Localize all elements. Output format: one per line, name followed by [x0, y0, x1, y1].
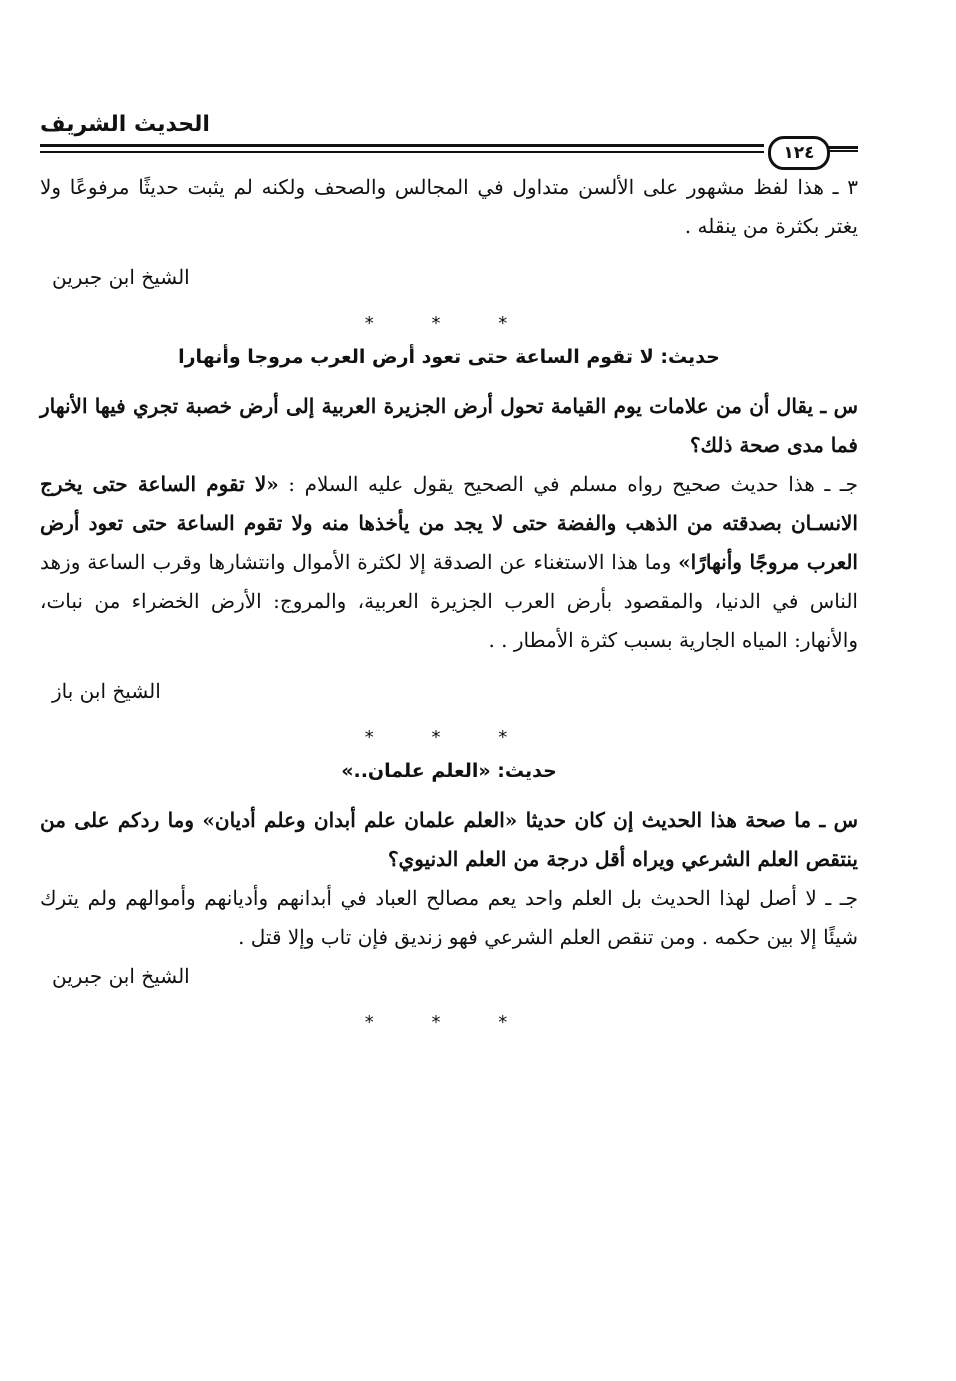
answer-intro: جـ ـ هذا حديث صحيح رواه مسلم في الصحيح يقول عليه السلام : — [278, 472, 859, 496]
answer-rest: وما هذا الاستغناء عن الصدقة إلا لكثرة الأموال وانتشارها وقرب الساعة وزهد الناس في الدنيا، والمقصود بأرض العرب الجزيرة العربية، والمروج: الأرض الخضراء من نبات، والأنهار: المياه الجارية بسبب كثرة الأمطار . . — [40, 550, 858, 652]
author-2: الشيخ ابن باز — [52, 679, 161, 703]
header-rule — [40, 144, 764, 153]
section-heading-3: حديث: «العلم علمان..» — [341, 760, 557, 782]
separator-stars-1: * * * — [364, 313, 534, 334]
book-title: الحديث الشريف — [40, 112, 210, 137]
separator-stars-3: * * * — [364, 1012, 534, 1033]
page-header — [40, 112, 858, 168]
question-2: س ـ يقال أن من علامات يوم القيامة تحول أرض الجزيرة العربية إلى أرض خصبة تجري فيها الأنهار فما مدى صحة ذلك؟ — [40, 394, 858, 457]
answer-paragraph-3: جـ ـ لا أصل لهذا الحديث بل العلم واحد يعم مصالح العباد في أبدانهم وأديانهم وأموالهم ولم يترك شيئًا إلا بين حكمه . ومن تنقص العلم الشرعي فهو زنديق فإن تاب وإلا قتل . — [40, 886, 858, 949]
page-number: ١٢٤ — [768, 136, 830, 170]
author-3: الشيخ ابن جبرين — [52, 964, 190, 988]
hadith-quote: «لا تقوم الساعة حتى يخرج الانسـان بصدقته من الذهب والفضة حتى لا يجد من يأخذها منه ولا تقوم الساعة حتى تعود أرض العرب مروجًا وأنهارًا» — [40, 472, 858, 574]
answer-paragraph-2 — [40, 465, 858, 660]
answer-paragraph-1: ٣ ـ هذا لفظ مشهور على الألسن متداول في المجالس والصحف ولكنه لم يثبت حديثًا مرفوعًا ولا يغتر بكثرة من ينقله . — [40, 175, 858, 238]
author-1: الشيخ ابن جبرين — [52, 265, 190, 289]
section-heading-2: حديث: لا تقوم الساعة حتى تعود أرض العرب مروجا وأنهارا — [178, 346, 720, 368]
question-3: س ـ ما صحة هذا الحديث إن كان حديثا «العلم علمان علم أبدان وعلم أديان» وما ردكم على من ينتقص العلم الشرعي ويراه أقل درجة من العلم الدنيوي؟ — [40, 808, 858, 871]
page — [40, 112, 858, 1038]
separator-stars-2: * * * — [364, 727, 534, 748]
header-rule-right — [828, 146, 858, 152]
